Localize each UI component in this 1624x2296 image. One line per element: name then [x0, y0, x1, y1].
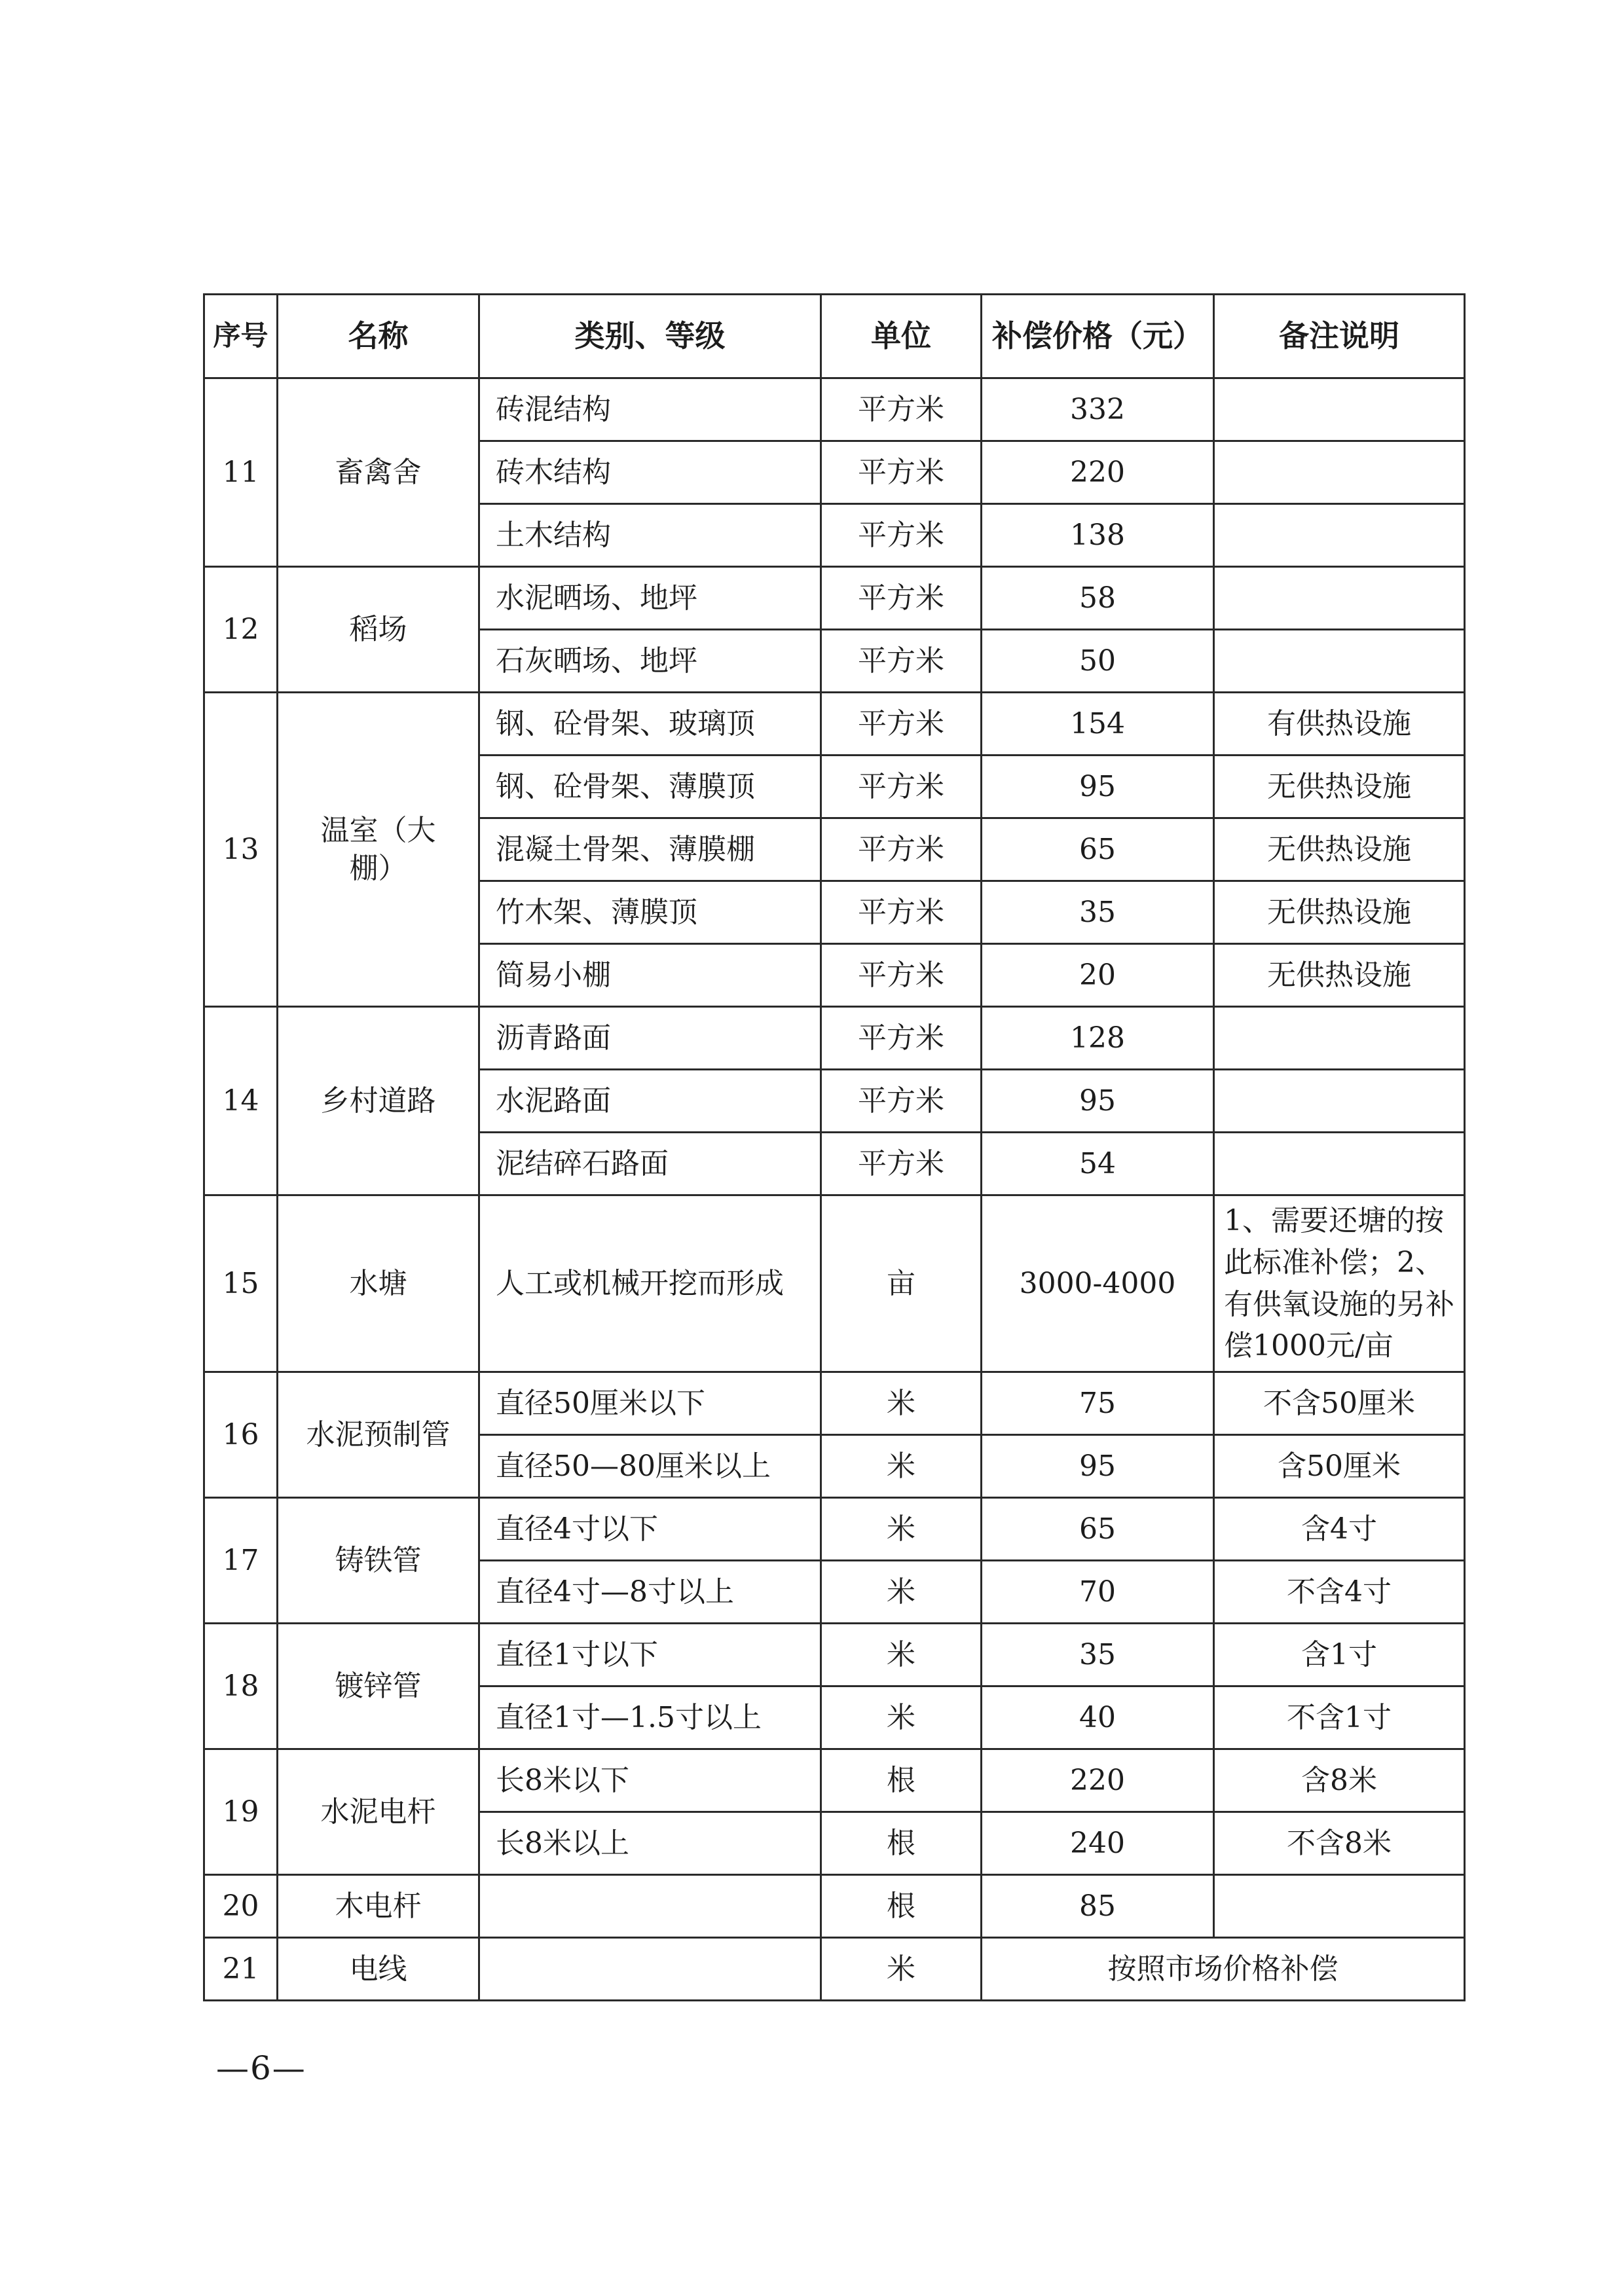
row-unit: 平方米 [821, 567, 982, 630]
row-price: 65 [982, 1498, 1214, 1561]
table-row [204, 567, 1465, 630]
row-category: 直径50厘米以下 [479, 1372, 821, 1435]
row-price: 3000-4000 [982, 1195, 1214, 1372]
row-note: 无供热设施 [1214, 756, 1465, 818]
row-seq: 19 [204, 1749, 278, 1875]
row-name: 铸铁管 [278, 1498, 479, 1624]
row-category: 石灰晒场、地坪 [479, 630, 821, 693]
row-category: 土木结构 [479, 504, 821, 567]
page-number: —6— [216, 2049, 306, 2087]
row-unit: 平方米 [821, 944, 982, 1007]
row-category: 混凝土骨架、薄膜棚 [479, 818, 821, 881]
row-unit: 米 [821, 1686, 982, 1749]
row-price: 75 [982, 1372, 1214, 1435]
row-price: 58 [982, 567, 1214, 630]
row-category: 直径50—80厘米以上 [479, 1435, 821, 1498]
row-category [479, 1875, 821, 1938]
row-seq: 14 [204, 1007, 278, 1195]
row-note [1214, 567, 1465, 630]
row-price: 35 [982, 1624, 1214, 1686]
row-price: 35 [982, 881, 1214, 944]
row-category: 长8米以下 [479, 1749, 821, 1812]
row-name: 水泥电杆 [278, 1749, 479, 1875]
row-category: 简易小棚 [479, 944, 821, 1007]
row-note: 1、需要还塘的按此标准补偿；2、有供氧设施的另补偿1000元/亩 [1214, 1195, 1465, 1372]
row-unit: 平方米 [821, 693, 982, 756]
row-name: 乡村道路 [278, 1007, 479, 1195]
row-unit: 米 [821, 1498, 982, 1561]
row-price: 128 [982, 1007, 1214, 1070]
row-seq: 11 [204, 378, 278, 567]
row-seq: 20 [204, 1875, 278, 1938]
row-note [1214, 1070, 1465, 1133]
row-note [1214, 441, 1465, 504]
row-seq: 15 [204, 1195, 278, 1372]
row-name: 木电杆 [278, 1875, 479, 1938]
row-note: 含1寸 [1214, 1624, 1465, 1686]
row-note: 无供热设施 [1214, 881, 1465, 944]
row-unit: 平方米 [821, 441, 982, 504]
row-note: 含4寸 [1214, 1498, 1465, 1561]
row-seq: 18 [204, 1624, 278, 1749]
row-note: 含8米 [1214, 1749, 1465, 1812]
row-category: 直径4寸以下 [479, 1498, 821, 1561]
table-row [204, 1749, 1465, 1812]
row-price: 95 [982, 1435, 1214, 1498]
row-note [1214, 504, 1465, 567]
row-note: 含50厘米 [1214, 1435, 1465, 1498]
row-unit: 平方米 [821, 1133, 982, 1195]
row-price: 95 [982, 1070, 1214, 1133]
row-note: 不含8米 [1214, 1812, 1465, 1875]
table-header-row [204, 295, 1465, 378]
row-name: 水泥预制管 [278, 1372, 479, 1498]
header-seq: 序号 [204, 295, 278, 378]
row-price: 138 [982, 504, 1214, 567]
row-category: 水泥晒场、地坪 [479, 567, 821, 630]
row-unit: 平方米 [821, 1070, 982, 1133]
row-category: 直径4寸—8寸以上 [479, 1561, 821, 1624]
table-row [204, 1938, 1465, 2001]
row-note [1214, 378, 1465, 441]
row-note: 有供热设施 [1214, 693, 1465, 756]
row-category: 竹木架、薄膜顶 [479, 881, 821, 944]
row-note: 无供热设施 [1214, 818, 1465, 881]
row-category: 长8米以上 [479, 1812, 821, 1875]
row-note: 无供热设施 [1214, 944, 1465, 1007]
row-name: 电线 [278, 1938, 479, 2001]
table-row [204, 1875, 1465, 1938]
row-unit: 米 [821, 1435, 982, 1498]
row-note: 不含1寸 [1214, 1686, 1465, 1749]
row-category: 人工或机械开挖而形成 [479, 1195, 821, 1372]
header-name: 名称 [278, 295, 479, 378]
row-price: 65 [982, 818, 1214, 881]
row-seq: 17 [204, 1498, 278, 1624]
table-row [204, 1624, 1465, 1686]
row-unit: 根 [821, 1749, 982, 1812]
table-row [204, 1498, 1465, 1561]
row-price: 95 [982, 756, 1214, 818]
row-price: 154 [982, 693, 1214, 756]
row-unit: 平方米 [821, 504, 982, 567]
row-name: 畜禽舍 [278, 378, 479, 567]
row-note: 不含4寸 [1214, 1561, 1465, 1624]
row-unit: 根 [821, 1875, 982, 1938]
table-row [204, 378, 1465, 441]
row-price: 70 [982, 1561, 1214, 1624]
table-row [204, 1195, 1465, 1372]
row-unit: 米 [821, 1372, 982, 1435]
row-seq: 13 [204, 693, 278, 1007]
row-price-note: 按照市场价格补偿 [982, 1938, 1465, 2001]
row-category: 砖木结构 [479, 441, 821, 504]
row-name: 镀锌管 [278, 1624, 479, 1749]
row-category [479, 1938, 821, 2001]
row-note [1214, 1133, 1465, 1195]
row-category: 砖混结构 [479, 378, 821, 441]
row-category: 钢、砼骨架、玻璃顶 [479, 693, 821, 756]
header-note: 备注说明 [1214, 295, 1465, 378]
row-seq: 12 [204, 567, 278, 693]
row-unit: 亩 [821, 1195, 982, 1372]
row-category: 沥青路面 [479, 1007, 821, 1070]
table-row [204, 693, 1465, 756]
row-price: 240 [982, 1812, 1214, 1875]
row-name: 稻场 [278, 567, 479, 693]
header-price: 补偿价格（元） [982, 295, 1214, 378]
row-unit: 平方米 [821, 881, 982, 944]
row-price: 85 [982, 1875, 1214, 1938]
row-unit: 根 [821, 1812, 982, 1875]
row-price: 50 [982, 630, 1214, 693]
row-unit: 平方米 [821, 1007, 982, 1070]
row-note [1214, 1875, 1465, 1938]
table-row [204, 1007, 1465, 1070]
row-unit: 平方米 [821, 756, 982, 818]
row-note [1214, 1007, 1465, 1070]
header-unit: 单位 [821, 295, 982, 378]
header-category: 类别、等级 [479, 295, 821, 378]
row-price: 54 [982, 1133, 1214, 1195]
row-unit: 平方米 [821, 630, 982, 693]
row-category: 水泥路面 [479, 1070, 821, 1133]
row-price: 220 [982, 441, 1214, 504]
table-row [204, 1372, 1465, 1435]
row-price: 20 [982, 944, 1214, 1007]
row-category: 钢、砼骨架、薄膜顶 [479, 756, 821, 818]
row-name: 水塘 [278, 1195, 479, 1372]
row-unit: 米 [821, 1561, 982, 1624]
row-category: 直径1寸以下 [479, 1624, 821, 1686]
row-unit: 平方米 [821, 818, 982, 881]
row-seq: 16 [204, 1372, 278, 1498]
compensation-table [203, 293, 1466, 2001]
row-category: 直径1寸—1.5寸以上 [479, 1686, 821, 1749]
row-price: 40 [982, 1686, 1214, 1749]
row-unit: 米 [821, 1938, 982, 2001]
row-name: 温室（大棚） [278, 693, 479, 1007]
row-seq: 21 [204, 1938, 278, 2001]
row-price: 332 [982, 378, 1214, 441]
row-note: 不含50厘米 [1214, 1372, 1465, 1435]
row-note [1214, 630, 1465, 693]
row-category: 泥结碎石路面 [479, 1133, 821, 1195]
row-price: 220 [982, 1749, 1214, 1812]
row-unit: 米 [821, 1624, 982, 1686]
row-unit: 平方米 [821, 378, 982, 441]
